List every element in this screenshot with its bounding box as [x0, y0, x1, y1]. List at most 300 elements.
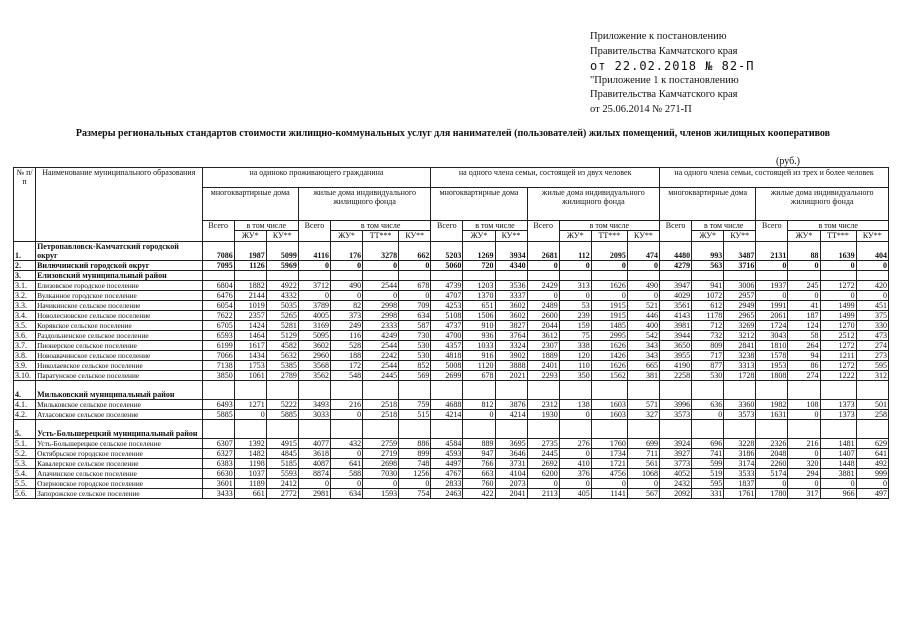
value-cell: 0: [234, 410, 266, 420]
value-cell: 571: [627, 400, 659, 410]
value-cell: 273: [856, 351, 888, 361]
value-cell: 317: [788, 489, 820, 499]
value-cell: 717: [692, 351, 724, 361]
standards-table: [13, 167, 889, 499]
value-cell: 3955: [660, 351, 692, 361]
header-apartments: многоквартирные дома: [202, 188, 298, 221]
row-number: 5.3.: [14, 459, 36, 469]
value-cell: 1198: [234, 459, 266, 469]
municipality-name: Паратунское сельское поселение: [36, 371, 203, 381]
value-cell: 3278: [363, 242, 399, 261]
header-individual-houses: жилые дома индивидуального жилищного фонда: [527, 188, 659, 221]
value-cell: 405: [559, 489, 591, 499]
value-cell: 1761: [724, 489, 756, 499]
value-cell: [660, 420, 692, 439]
table-row: [14, 341, 889, 351]
value-cell: 3269: [724, 321, 756, 331]
value-cell: 53: [559, 301, 591, 311]
value-cell: 4077: [298, 439, 330, 449]
value-cell: 1426: [591, 351, 627, 361]
value-cell: [591, 271, 627, 281]
value-cell: 3228: [724, 439, 756, 449]
value-cell: 521: [627, 301, 659, 311]
value-cell: 2073: [495, 479, 527, 489]
value-cell: 2998: [363, 311, 399, 321]
value-cell: 3313: [724, 361, 756, 371]
value-cell: 0: [298, 479, 330, 489]
value-cell: [692, 420, 724, 439]
value-cell: 2772: [266, 489, 298, 499]
value-cell: 3731: [495, 459, 527, 469]
value-cell: 634: [399, 311, 431, 321]
value-cell: 678: [399, 281, 431, 291]
municipality-name: Новолесновское сельское поселение: [36, 311, 203, 321]
value-cell: 188: [330, 351, 362, 361]
value-cell: 711: [627, 449, 659, 459]
value-cell: 0: [856, 261, 888, 271]
value-cell: [431, 420, 463, 439]
value-cell: 588: [330, 469, 362, 479]
municipality-name: Мильковское сельское поселение: [36, 400, 203, 410]
value-cell: 1810: [756, 341, 788, 351]
value-cell: [266, 420, 298, 439]
value-cell: 999: [856, 469, 888, 479]
value-cell: 1930: [527, 410, 559, 420]
value-cell: [756, 381, 788, 400]
header-num: № п/п: [14, 168, 36, 242]
value-cell: 3881: [820, 469, 856, 479]
value-cell: 2144: [234, 291, 266, 301]
value-cell: 4700: [431, 331, 463, 341]
value-cell: 515: [399, 410, 431, 420]
row-number: 3.5.: [14, 321, 36, 331]
value-cell: 1126: [234, 261, 266, 271]
value-cell: 4214: [495, 410, 527, 420]
value-cell: 7086: [202, 242, 234, 261]
value-cell: 4845: [266, 449, 298, 459]
value-cell: 2463: [431, 489, 463, 499]
value-cell: 1808: [756, 371, 788, 381]
value-cell: 3360: [724, 400, 756, 410]
value-cell: 432: [330, 439, 362, 449]
value-cell: 966: [820, 489, 856, 499]
value-cell: 1481: [820, 439, 856, 449]
value-cell: 5385: [266, 361, 298, 371]
value-cell: 3927: [660, 449, 692, 459]
table-row: [14, 351, 889, 361]
value-cell: 877: [692, 361, 724, 371]
value-cell: 0: [820, 479, 856, 489]
table-row: [14, 459, 889, 469]
value-cell: 410: [559, 459, 591, 469]
value-cell: 3888: [495, 361, 527, 371]
value-cell: 2258: [660, 371, 692, 381]
value-cell: 7030: [363, 469, 399, 479]
value-cell: 0: [820, 291, 856, 301]
value-cell: 1407: [820, 449, 856, 459]
value-cell: 2544: [363, 361, 399, 371]
value-cell: 6383: [202, 459, 234, 469]
value-cell: [463, 381, 495, 400]
header-zhu: ЖУ*: [692, 231, 724, 242]
table-row: [14, 281, 889, 291]
value-cell: 4190: [660, 361, 692, 371]
row-number: 3.4.: [14, 311, 36, 321]
value-cell: 0: [559, 479, 591, 489]
value-cell: 1991: [756, 301, 788, 311]
value-cell: 548: [330, 371, 362, 381]
row-number: 3.9.: [14, 361, 36, 371]
row-number: 5.2.: [14, 449, 36, 459]
row-number: 3.1.: [14, 281, 36, 291]
header-individual-houses: жилые дома индивидуального жилищного фонда: [298, 188, 430, 221]
value-cell: 6804: [202, 281, 234, 291]
municipality-name: Раздольненское сельское поселение: [36, 331, 203, 341]
value-cell: 0: [298, 291, 330, 301]
header-zhu: ЖУ*: [788, 231, 820, 242]
value-cell: 2260: [756, 459, 788, 469]
value-cell: 634: [330, 489, 362, 499]
value-cell: 1506: [463, 311, 495, 321]
value-cell: 4279: [660, 261, 692, 271]
value-cell: [724, 271, 756, 281]
value-cell: 910: [463, 321, 495, 331]
value-cell: 94: [788, 351, 820, 361]
value-cell: 754: [399, 489, 431, 499]
value-cell: 3981: [660, 321, 692, 331]
value-cell: 0: [330, 479, 362, 489]
value-cell: [399, 381, 431, 400]
value-cell: 0: [856, 291, 888, 301]
value-cell: [202, 271, 234, 281]
value-cell: 766: [463, 459, 495, 469]
value-cell: 1222: [820, 371, 856, 381]
value-cell: 1392: [234, 439, 266, 449]
row-number: 3.3.: [14, 301, 36, 311]
header-ku: КУ**: [495, 231, 527, 242]
value-cell: 1499: [820, 311, 856, 321]
value-cell: 376: [559, 469, 591, 479]
value-cell: [660, 271, 692, 281]
value-cell: 320: [788, 459, 820, 469]
value-cell: [756, 271, 788, 281]
value-cell: 4767: [431, 469, 463, 479]
value-cell: 4104: [495, 469, 527, 479]
value-cell: 2489: [527, 301, 559, 311]
value-cell: 0: [788, 410, 820, 420]
value-cell: 0: [756, 261, 788, 271]
header-zhu: ЖУ*: [559, 231, 591, 242]
value-cell: 373: [330, 311, 362, 321]
value-cell: [399, 271, 431, 281]
value-cell: 7622: [202, 311, 234, 321]
value-cell: 1269: [463, 242, 495, 261]
value-cell: 4332: [266, 291, 298, 301]
value-cell: 542: [627, 331, 659, 341]
value-cell: [298, 271, 330, 281]
value-cell: 420: [856, 281, 888, 291]
row-number: 5.: [14, 420, 36, 439]
value-cell: 0: [399, 291, 431, 301]
value-cell: [363, 271, 399, 281]
value-cell: [266, 271, 298, 281]
value-cell: 663: [463, 469, 495, 479]
value-cell: 5095: [298, 331, 330, 341]
value-cell: 75: [559, 331, 591, 341]
value-cell: 2021: [495, 371, 527, 381]
value-cell: 1061: [234, 371, 266, 381]
value-cell: 497: [856, 489, 888, 499]
value-cell: 86: [788, 361, 820, 371]
value-cell: 2518: [363, 410, 399, 420]
municipality-name: Атласовское сельское поселение: [36, 410, 203, 420]
appendix-line: Правительства Камчатского края: [590, 45, 738, 57]
value-cell: [856, 271, 888, 281]
value-cell: 2326: [756, 439, 788, 449]
appendix-line: Приложение к постановлению: [590, 31, 727, 42]
value-cell: 641: [330, 459, 362, 469]
value-cell: [820, 420, 856, 439]
header-name: Наименование муниципального образования: [36, 168, 203, 242]
value-cell: 138: [559, 400, 591, 410]
value-cell: 2841: [724, 341, 756, 351]
value-cell: 1424: [234, 321, 266, 331]
value-cell: 3934: [495, 242, 527, 261]
value-cell: 760: [463, 479, 495, 489]
value-cell: 3876: [495, 400, 527, 410]
value-cell: 159: [559, 321, 591, 331]
value-cell: 748: [399, 459, 431, 469]
value-cell: 889: [463, 439, 495, 449]
header-individual-houses: жилые дома индивидуального жилищного фонда: [756, 188, 889, 221]
value-cell: 276: [559, 439, 591, 449]
appendix-line: "Приложение 1 к постановлению: [590, 74, 739, 86]
header-ku: КУ**: [399, 231, 431, 242]
value-cell: 2719: [363, 449, 399, 459]
value-cell: 400: [627, 321, 659, 331]
value-cell: 0: [363, 479, 399, 489]
row-number: 5.1.: [14, 439, 36, 449]
value-cell: 2113: [527, 489, 559, 499]
value-cell: 5129: [266, 331, 298, 341]
municipality-name: Озерновское городское поселение: [36, 479, 203, 489]
value-cell: 0: [527, 291, 559, 301]
value-cell: [559, 381, 591, 400]
value-cell: 1937: [756, 281, 788, 291]
value-cell: [495, 420, 527, 439]
table-body: [14, 242, 889, 499]
header-ku: КУ**: [627, 231, 659, 242]
value-cell: 812: [463, 400, 495, 410]
table-row: [14, 361, 889, 371]
value-cell: 4249: [363, 331, 399, 341]
header-apartments: многоквартирные дома: [660, 188, 756, 221]
value-cell: 110: [559, 361, 591, 371]
value-cell: 3996: [660, 400, 692, 410]
value-cell: 0: [692, 410, 724, 420]
value-cell: 3602: [495, 311, 527, 321]
table-row: [14, 469, 889, 479]
value-cell: 0: [330, 261, 362, 271]
value-cell: 3789: [298, 301, 330, 311]
value-cell: [298, 420, 330, 439]
row-number: 3.7.: [14, 341, 36, 351]
value-cell: 3695: [495, 439, 527, 449]
value-cell: 530: [399, 351, 431, 361]
value-cell: 330: [856, 321, 888, 331]
value-cell: 343: [627, 351, 659, 361]
header-total: Всего: [431, 221, 463, 242]
value-cell: 1178: [692, 311, 724, 321]
value-cell: 1760: [591, 439, 627, 449]
value-cell: 2981: [298, 489, 330, 499]
value-cell: 2333: [363, 321, 399, 331]
value-cell: 2095: [591, 242, 627, 261]
value-cell: 446: [627, 311, 659, 321]
value-cell: 490: [330, 281, 362, 291]
table-row: [14, 242, 889, 261]
value-cell: 530: [399, 341, 431, 351]
header-zhu: ЖУ*: [330, 231, 362, 242]
value-cell: 5035: [266, 301, 298, 311]
value-cell: 0: [559, 410, 591, 420]
row-number: 2.: [14, 261, 36, 271]
value-cell: 338: [559, 341, 591, 351]
value-cell: 1019: [234, 301, 266, 311]
value-cell: 2041: [495, 489, 527, 499]
value-cell: 1915: [591, 311, 627, 321]
municipality-name: Вилючинский городской округ: [36, 261, 203, 271]
value-cell: 1270: [820, 321, 856, 331]
value-cell: 3043: [756, 331, 788, 341]
value-cell: [856, 420, 888, 439]
value-cell: 5174: [756, 469, 788, 479]
value-cell: 629: [856, 439, 888, 449]
value-cell: 4737: [431, 321, 463, 331]
value-cell: 327: [627, 410, 659, 420]
value-cell: 3561: [660, 301, 692, 311]
value-cell: 936: [463, 331, 495, 341]
value-cell: 5108: [431, 311, 463, 321]
value-cell: 274: [856, 341, 888, 351]
municipality-name: Начикинское сельское поселение: [36, 301, 203, 311]
value-cell: [527, 381, 559, 400]
value-cell: 3602: [495, 301, 527, 311]
value-cell: [431, 271, 463, 281]
value-cell: 2412: [266, 479, 298, 489]
value-cell: 2312: [527, 400, 559, 410]
value-cell: [591, 381, 627, 400]
value-cell: 2048: [756, 449, 788, 459]
appendix-date-line: от 22.02.2018 № 82-П: [590, 59, 755, 74]
table-row: [14, 410, 889, 420]
header-including: в том числе: [463, 221, 527, 231]
table-row: [14, 371, 889, 381]
value-cell: 0: [298, 261, 330, 271]
header-total: Всего: [202, 221, 234, 242]
table-row: [14, 400, 889, 410]
value-cell: 2518: [363, 400, 399, 410]
header-group-two: на одного члена семьи, состоящей из двух человек: [431, 168, 660, 188]
value-cell: 528: [330, 341, 362, 351]
value-cell: 661: [234, 489, 266, 499]
value-cell: 172: [330, 361, 362, 371]
value-cell: 1728: [724, 371, 756, 381]
value-cell: 2401: [527, 361, 559, 371]
header-including: в том числе: [330, 221, 430, 231]
value-cell: 0: [559, 261, 591, 271]
value-cell: 4818: [431, 351, 463, 361]
value-cell: 3033: [298, 410, 330, 420]
value-cell: 4915: [266, 439, 298, 449]
value-cell: 3827: [495, 321, 527, 331]
value-cell: 249: [330, 321, 362, 331]
row-number: 3.6.: [14, 331, 36, 341]
value-cell: 916: [463, 351, 495, 361]
value-cell: 2960: [298, 351, 330, 361]
value-cell: 0: [820, 261, 856, 271]
value-cell: 1203: [463, 281, 495, 291]
value-cell: 1448: [820, 459, 856, 469]
value-cell: 239: [559, 311, 591, 321]
value-cell: 0: [627, 261, 659, 271]
row-number: 4.1.: [14, 400, 36, 410]
row-number: 1.: [14, 242, 36, 261]
value-cell: 381: [627, 371, 659, 381]
value-cell: 1120: [463, 361, 495, 371]
value-cell: 1734: [591, 449, 627, 459]
value-cell: 451: [856, 301, 888, 311]
value-cell: 665: [627, 361, 659, 371]
value-cell: 4707: [431, 291, 463, 301]
table-row: [14, 291, 889, 301]
value-cell: 5885: [266, 410, 298, 420]
value-cell: 0: [330, 449, 362, 459]
value-cell: [234, 271, 266, 281]
value-cell: 5060: [431, 261, 463, 271]
value-cell: [330, 420, 362, 439]
value-cell: 6054: [202, 301, 234, 311]
municipality-name: Петропавловск-Камчатский городской округ: [36, 242, 203, 261]
value-cell: 2544: [363, 281, 399, 291]
value-cell: 1033: [463, 341, 495, 351]
municipality-name: Апачинское сельское поселение: [36, 469, 203, 479]
header-including: в том числе: [234, 221, 298, 231]
table-row: [14, 271, 889, 281]
value-cell: 1617: [234, 341, 266, 351]
value-cell: 216: [330, 400, 362, 410]
value-cell: [591, 420, 627, 439]
value-cell: 1562: [591, 371, 627, 381]
value-cell: [431, 381, 463, 400]
value-cell: 4584: [431, 439, 463, 449]
value-cell: 0: [856, 479, 888, 489]
value-cell: 0: [756, 479, 788, 489]
value-cell: 3536: [495, 281, 527, 291]
value-cell: 1373: [820, 400, 856, 410]
value-cell: 2307: [527, 341, 559, 351]
municipality-name: Елизовский муниципальный район: [36, 271, 203, 281]
value-cell: 709: [399, 301, 431, 311]
value-cell: 947: [463, 449, 495, 459]
header-including: в том числе: [559, 221, 659, 231]
value-cell: 1256: [399, 469, 431, 479]
value-cell: 0: [788, 291, 820, 301]
value-cell: [399, 420, 431, 439]
value-cell: 587: [399, 321, 431, 331]
value-cell: 4480: [660, 242, 692, 261]
value-cell: 595: [692, 479, 724, 489]
